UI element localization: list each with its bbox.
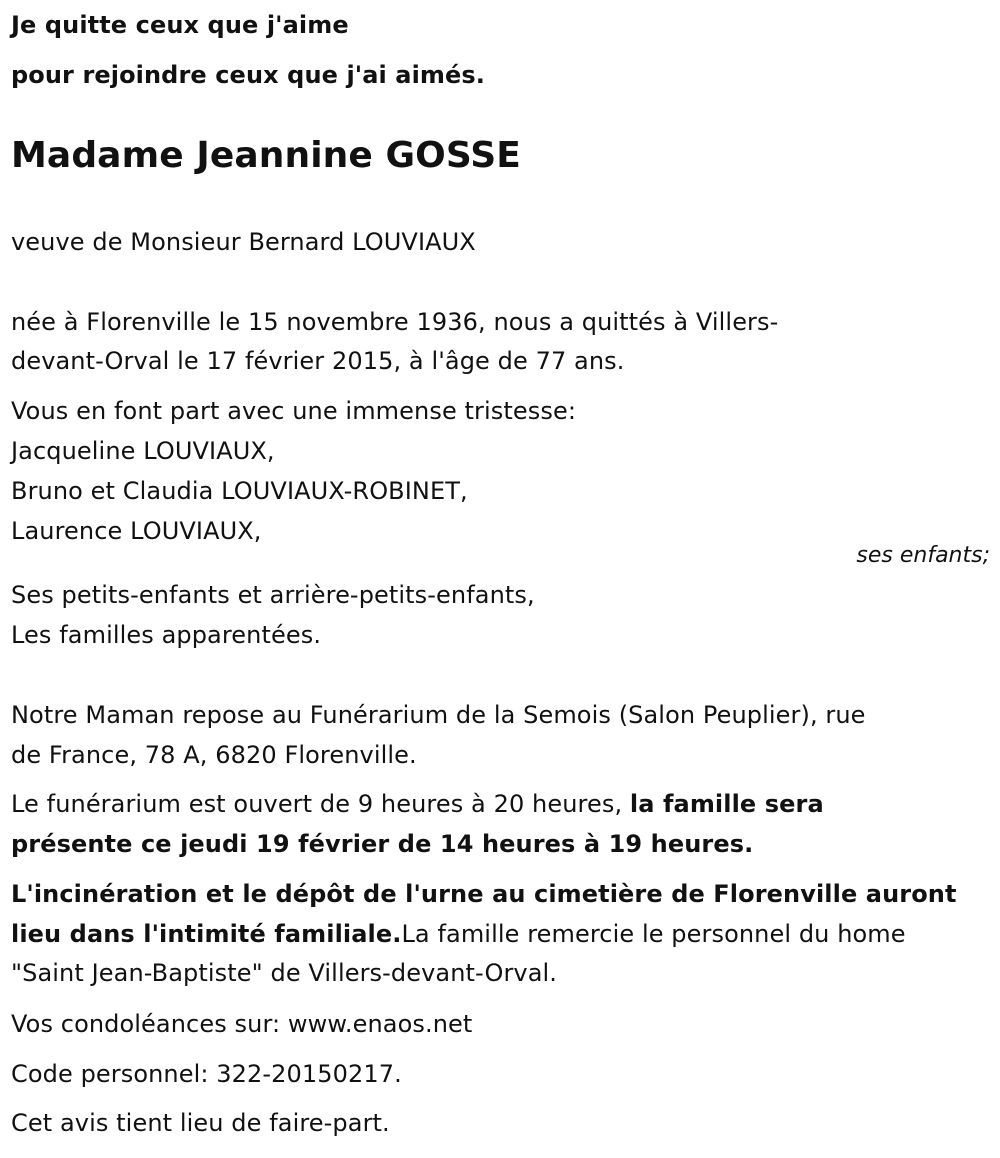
visiting-line-1	[11, 789, 824, 819]
cremation-intimacy-text: lieu dans l'intimité familiale.	[11, 920, 402, 948]
condolences-label: Vos condoléances sur:	[11, 1010, 281, 1038]
grandchildren-line: Ses petits-enfants et arrière-petits-enfants,	[11, 581, 535, 609]
condolences-line	[11, 1009, 472, 1039]
families-line: Les familles apparentées.	[11, 621, 322, 649]
cremation-line-1: L'incinération et le dépôt de l'urne au cimetière de Florenville auront	[11, 880, 957, 908]
repose-line-1: Notre Maman repose au Funérarium de la Semois (Salon Peuplier), rue	[11, 701, 866, 729]
family-presence-text: la famille sera	[629, 790, 824, 818]
repose-line-2: de France, 78 A, 6820 Florenville.	[11, 741, 417, 769]
visiting-hours-text: Le funérarium est ouvert de 9 heures à 20 heures,	[11, 790, 623, 818]
closing-line: Cet avis tient lieu de faire-part.	[11, 1109, 390, 1137]
birth-death-line-2: devant-Orval le 17 février 2015, à l'âge de 77 ans.	[11, 347, 625, 375]
condolences-link[interactable]: www.enaos.net	[287, 1010, 473, 1038]
epitaph-line-2: pour rejoindre ceux que j'ai aimés.	[11, 61, 486, 89]
child-item: Laurence LOUVIAUX,	[11, 517, 262, 545]
child-item: Jacqueline LOUVIAUX,	[11, 437, 275, 465]
epitaph-line-1: Je quitte ceux que j'aime	[11, 11, 349, 39]
spouse-line: veuve de Monsieur Bernard LOUVIAUX	[11, 228, 476, 256]
visiting-line-2: présente ce jeudi 19 février de 14 heures à 19 heures.	[11, 830, 754, 858]
cremation-line-3: "Saint Jean-Baptiste" de Villers-devant-Orval.	[11, 959, 558, 987]
personal-code: Code personnel: 322-20150217.	[11, 1060, 402, 1088]
announcement-intro: Vous en font part avec une immense tristesse:	[11, 397, 577, 425]
cremation-line-2	[11, 919, 906, 949]
child-item: Bruno et Claudia LOUVIAUX-ROBINET,	[11, 477, 468, 505]
thanks-text: La famille remercie le personnel du home	[401, 920, 906, 948]
birth-death-line-1: née à Florenville le 15 novembre 1936, nous a quittés à Villers-	[11, 308, 779, 336]
deceased-name: Madame Jeannine GOSSE	[11, 135, 522, 176]
children-label: ses enfants;	[856, 543, 990, 568]
